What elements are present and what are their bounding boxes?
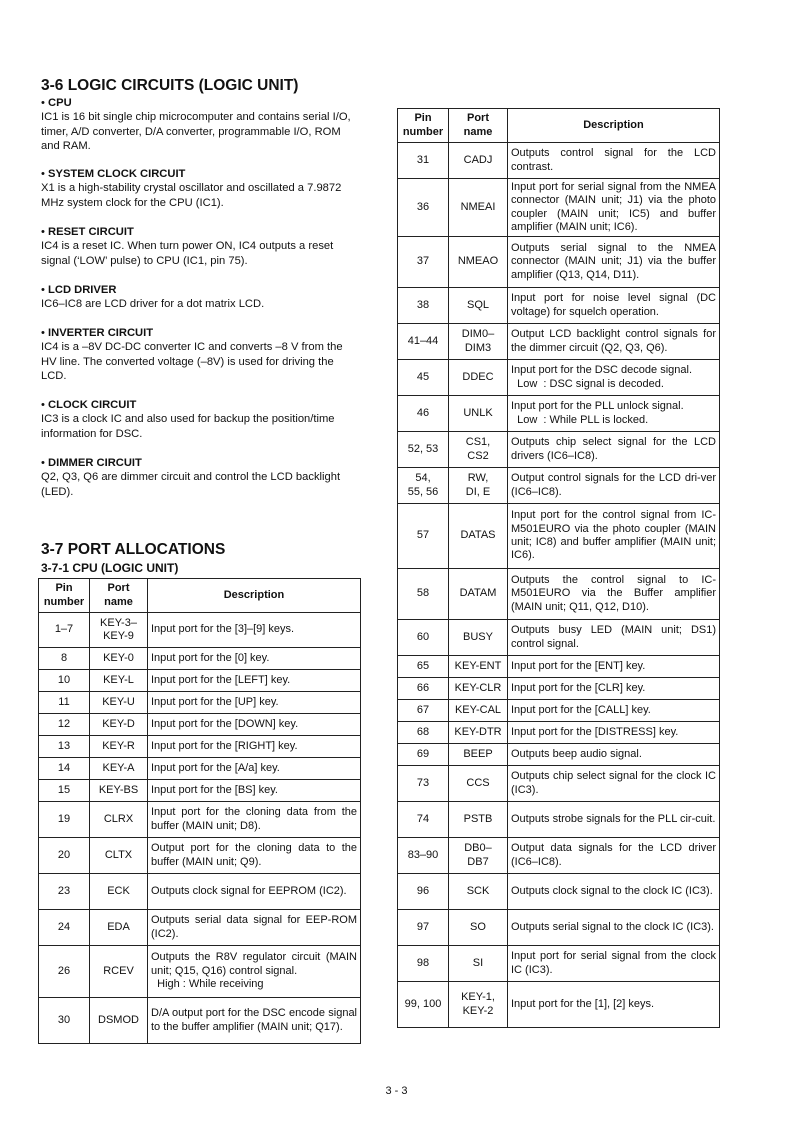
pin-cell: 73 (398, 766, 449, 802)
table-row (398, 838, 720, 874)
section-text: X1 is a high-stability crystal oscillator and oscillated a 7.9872 MHz system clock for the CPU (IC1). (41, 182, 342, 209)
description-cell: Input port for the PLL unlock signal. Low : While PLL is locked. (508, 396, 720, 432)
header-desc: Description (508, 109, 720, 143)
port-cell: SCK (449, 874, 508, 910)
pin-cell: 30 (39, 998, 90, 1044)
table-row (398, 324, 720, 360)
page-number: 3 - 3 (385, 1085, 408, 1097)
port-cell: SO (449, 910, 508, 946)
port-cell: KEY-DTR (449, 722, 508, 744)
port-cell: NMEAO (449, 237, 508, 288)
description-cell: Outputs clock signal for EEPROM (IC2). (148, 874, 361, 910)
description-cell: Input port for the [DISTRESS] key. (508, 722, 720, 744)
table-row (398, 396, 720, 432)
table-row (398, 910, 720, 946)
pin-cell: 99, 100 (398, 982, 449, 1028)
pin-cell: 74 (398, 802, 449, 838)
section-text: IC4 is a reset IC. When turn power ON, IC4 outputs a reset signal (‘LOW’ pulse) to CPU (IC1, pin 75). (41, 240, 334, 267)
description-cell: Outputs control signal for the LCD contrast. (508, 143, 720, 179)
description-cell: Input port for the [3]–[9] keys. (148, 613, 361, 648)
pin-cell: 57 (398, 504, 449, 569)
section-cpu (41, 96, 359, 154)
section-title: • CPU (41, 96, 359, 110)
table-row (398, 237, 720, 288)
port-allocations-heading: 3-7 PORT ALLOCATIONS (41, 541, 226, 558)
pin-cell: 23 (39, 874, 90, 910)
table-row (39, 838, 361, 874)
pin-cell: 8 (39, 648, 90, 670)
description-cell: Input port for the [DOWN] key. (148, 714, 361, 736)
pin-cell: 58 (398, 569, 449, 620)
table-row (398, 360, 720, 396)
port-cell: KEY-R (90, 736, 148, 758)
port-cell: CS1, CS2 (449, 432, 508, 468)
table-row (398, 802, 720, 838)
port-cell: KEY-1, KEY-2 (449, 982, 508, 1028)
description-cell: Outputs busy LED (MAIN unit; DS1) control signal. (508, 620, 720, 656)
port-cell: UNLK (449, 396, 508, 432)
port-cell: KEY-0 (90, 648, 148, 670)
port-cell: CCS (449, 766, 508, 802)
table-row (398, 143, 720, 179)
section-title: • RESET CIRCUIT (41, 225, 359, 239)
description-cell: Outputs clock signal to the clock IC (IC3). (508, 874, 720, 910)
port-cell: ECK (90, 874, 148, 910)
description-cell: Input port for the [UP] key. (148, 692, 361, 714)
port-cell: CLRX (90, 802, 148, 838)
port-cell: SI (449, 946, 508, 982)
table-row (398, 620, 720, 656)
pin-cell: 31 (398, 143, 449, 179)
port-cell: DB0– DB7 (449, 838, 508, 874)
description-cell: Input port for the [A/a] key. (148, 758, 361, 780)
port-cell: PSTB (449, 802, 508, 838)
description-cell: Input port for the [0] key. (148, 648, 361, 670)
pin-cell: 68 (398, 722, 449, 744)
description-cell: Input port for the [CALL] key. (508, 700, 720, 722)
section-text: IC1 is 16 bit single chip microcomputer and contains serial I/O, timer, A/D converter, D/A converter, programmable I/O, ROM and RAM. (41, 111, 351, 153)
description-cell: Input port for noise level signal (DC voltage) for squelch operation. (508, 288, 720, 324)
pin-cell: 46 (398, 396, 449, 432)
description-cell: Output data signals for the LCD driver (IC6–IC8). (508, 838, 720, 874)
description-cell: Input port for the DSC decode signal. Low : DSC signal is decoded. (508, 360, 720, 396)
table-row (398, 744, 720, 766)
pin-cell: 69 (398, 744, 449, 766)
table-row (39, 780, 361, 802)
table-row (398, 656, 720, 678)
section-dimmer (41, 456, 359, 499)
pin-cell: 45 (398, 360, 449, 396)
description-cell: Outputs chip select signal for the LCD drivers (IC6–IC8). (508, 432, 720, 468)
table-row (39, 998, 361, 1044)
pin-cell: 98 (398, 946, 449, 982)
table-row (398, 432, 720, 468)
port-cell: EDA (90, 910, 148, 946)
port-cell: DDEC (449, 360, 508, 396)
section-inverter (41, 326, 359, 384)
pin-cell: 67 (398, 700, 449, 722)
port-table-right (397, 108, 720, 1028)
port-cell: KEY-L (90, 670, 148, 692)
table-row (39, 648, 361, 670)
logic-circuits-heading: 3-6 LOGIC CIRCUITS (LOGIC UNIT) (41, 77, 299, 94)
description-cell: Input port for the [CLR] key. (508, 678, 720, 700)
port-table-left (38, 578, 361, 1044)
description-cell: Input port for the [LEFT] key. (148, 670, 361, 692)
port-cell: KEY-D (90, 714, 148, 736)
table-row (398, 288, 720, 324)
section-title: • CLOCK CIRCUIT (41, 398, 359, 412)
table-row (39, 910, 361, 946)
description-cell: Input port for serial signal from the NMEA connector (MAIN unit; J1) via the photo coupler (MAIN unit; IC5) and buffer amplifier (MAIN unit; IC6). (508, 179, 720, 237)
pin-cell: 83–90 (398, 838, 449, 874)
table-row (39, 946, 361, 998)
table-row (39, 613, 361, 648)
description-cell: Input port for the [ENT] key. (508, 656, 720, 678)
pin-cell: 14 (39, 758, 90, 780)
description-cell: Output port for the cloning data to the buffer (MAIN unit; Q9). (148, 838, 361, 874)
description-cell: Outputs the R8V regulator circuit (MAIN unit; Q15, Q16) control signal. High : While receiving (148, 946, 361, 998)
description-cell: Output control signals for the LCD dri-ver (IC6–IC8). (508, 468, 720, 504)
port-cell: KEY-CLR (449, 678, 508, 700)
port-cell: SQL (449, 288, 508, 324)
port-cell: KEY-A (90, 758, 148, 780)
port-cell: KEY-BS (90, 780, 148, 802)
port-cell: BEEP (449, 744, 508, 766)
pin-cell: 20 (39, 838, 90, 874)
table-row (398, 700, 720, 722)
port-cell: DATAS (449, 504, 508, 569)
pin-cell: 15 (39, 780, 90, 802)
description-cell: D/A output port for the DSC encode signal to the buffer amplifier (MAIN unit; Q17). (148, 998, 361, 1044)
port-cell: KEY-ENT (449, 656, 508, 678)
description-cell: Outputs the control signal to IC-M501EURO via the Buffer amplifier (MAIN unit; Q11, Q12, D10). (508, 569, 720, 620)
table-row (39, 670, 361, 692)
description-cell: Outputs strobe signals for the PLL cir-cuit. (508, 802, 720, 838)
pin-cell: 19 (39, 802, 90, 838)
pin-cell: 13 (39, 736, 90, 758)
table-header-row (39, 579, 361, 613)
pin-cell: 41–44 (398, 324, 449, 360)
pin-cell: 24 (39, 910, 90, 946)
table-row (39, 736, 361, 758)
section-title: • LCD DRIVER (41, 283, 359, 297)
description-cell: Outputs beep audio signal. (508, 744, 720, 766)
port-cell: BUSY (449, 620, 508, 656)
table-row (398, 468, 720, 504)
description-cell: Input port for the [RIGHT] key. (148, 736, 361, 758)
pin-cell: 97 (398, 910, 449, 946)
table-row (39, 758, 361, 780)
header-port: Port name (449, 109, 508, 143)
table-row (39, 692, 361, 714)
section-title: • SYSTEM CLOCK CIRCUIT (41, 167, 359, 181)
section-clock (41, 398, 359, 441)
table-row (398, 766, 720, 802)
pin-cell: 38 (398, 288, 449, 324)
table-row (39, 802, 361, 838)
header-port: Port name (90, 579, 148, 613)
table-header-row (398, 109, 720, 143)
pin-cell: 11 (39, 692, 90, 714)
description-cell: Outputs serial signal to the clock IC (IC3). (508, 910, 720, 946)
pin-cell: 12 (39, 714, 90, 736)
port-cell: DATAM (449, 569, 508, 620)
pin-cell: 65 (398, 656, 449, 678)
pin-cell: 36 (398, 179, 449, 237)
table-row (398, 946, 720, 982)
description-cell: Input port for the control signal from IC-M501EURO via the photo coupler (MAIN unit; IC8) and buffer amplifier (MAIN unit; IC6). (508, 504, 720, 569)
description-cell: Outputs chip select signal for the clock IC (IC3). (508, 766, 720, 802)
port-cell: CLTX (90, 838, 148, 874)
section-lcd-driver (41, 283, 359, 312)
cpu-subheading: 3-7-1 CPU (LOGIC UNIT) (41, 561, 179, 575)
description-cell: Outputs serial data signal for EEP-ROM (IC2). (148, 910, 361, 946)
description-cell: Input port for the [1], [2] keys. (508, 982, 720, 1028)
table-row (398, 722, 720, 744)
pin-cell: 26 (39, 946, 90, 998)
pin-cell: 60 (398, 620, 449, 656)
port-cell: CADJ (449, 143, 508, 179)
description-cell: Outputs serial signal to the NMEA connector (MAIN unit; J1) via the buffer amplifier (Q13, Q14, D11). (508, 237, 720, 288)
port-cell: RW, DI, E (449, 468, 508, 504)
port-cell: KEY-CAL (449, 700, 508, 722)
description-cell: Output LCD backlight control signals for the dimmer circuit (Q2, Q3, Q6). (508, 324, 720, 360)
table-row (39, 874, 361, 910)
description-cell: Input port for the [BS] key. (148, 780, 361, 802)
section-text: IC4 is a –8V DC-DC converter IC and converts –8 V from the HV line. The converted voltage (–8V) is used for driving the LCD. (41, 341, 343, 383)
pin-cell: 10 (39, 670, 90, 692)
pin-cell: 52, 53 (398, 432, 449, 468)
section-reset (41, 225, 359, 268)
header-pin: Pin number (39, 579, 90, 613)
port-cell: KEY-3– KEY-9 (90, 613, 148, 648)
header-desc: Description (148, 579, 361, 613)
section-text: Q2, Q3, Q6 are dimmer circuit and control the LCD backlight (LED). (41, 471, 341, 498)
pin-cell: 1–7 (39, 613, 90, 648)
table-row (398, 504, 720, 569)
pin-cell: 96 (398, 874, 449, 910)
table-row (398, 874, 720, 910)
section-system-clock (41, 167, 359, 210)
pin-cell: 66 (398, 678, 449, 700)
table-row (39, 714, 361, 736)
header-pin: Pin number (398, 109, 449, 143)
table-row (398, 678, 720, 700)
section-title: • INVERTER CIRCUIT (41, 326, 359, 340)
section-title: • DIMMER CIRCUIT (41, 456, 359, 470)
section-text: IC3 is a clock IC and also used for backup the position/time information for DSC. (41, 413, 335, 440)
port-cell: DSMOD (90, 998, 148, 1044)
table-row (398, 982, 720, 1028)
port-cell: RCEV (90, 946, 148, 998)
section-text: IC6–IC8 are LCD driver for a dot matrix LCD. (41, 298, 265, 311)
pin-cell: 37 (398, 237, 449, 288)
table-row (398, 569, 720, 620)
description-cell: Input port for the cloning data from the buffer (MAIN unit; D8). (148, 802, 361, 838)
pin-cell: 54, 55, 56 (398, 468, 449, 504)
port-cell: NMEAI (449, 179, 508, 237)
table-row (398, 179, 720, 237)
port-cell: KEY-U (90, 692, 148, 714)
port-cell: DIM0– DIM3 (449, 324, 508, 360)
description-cell: Input port for serial signal from the clock IC (IC3). (508, 946, 720, 982)
